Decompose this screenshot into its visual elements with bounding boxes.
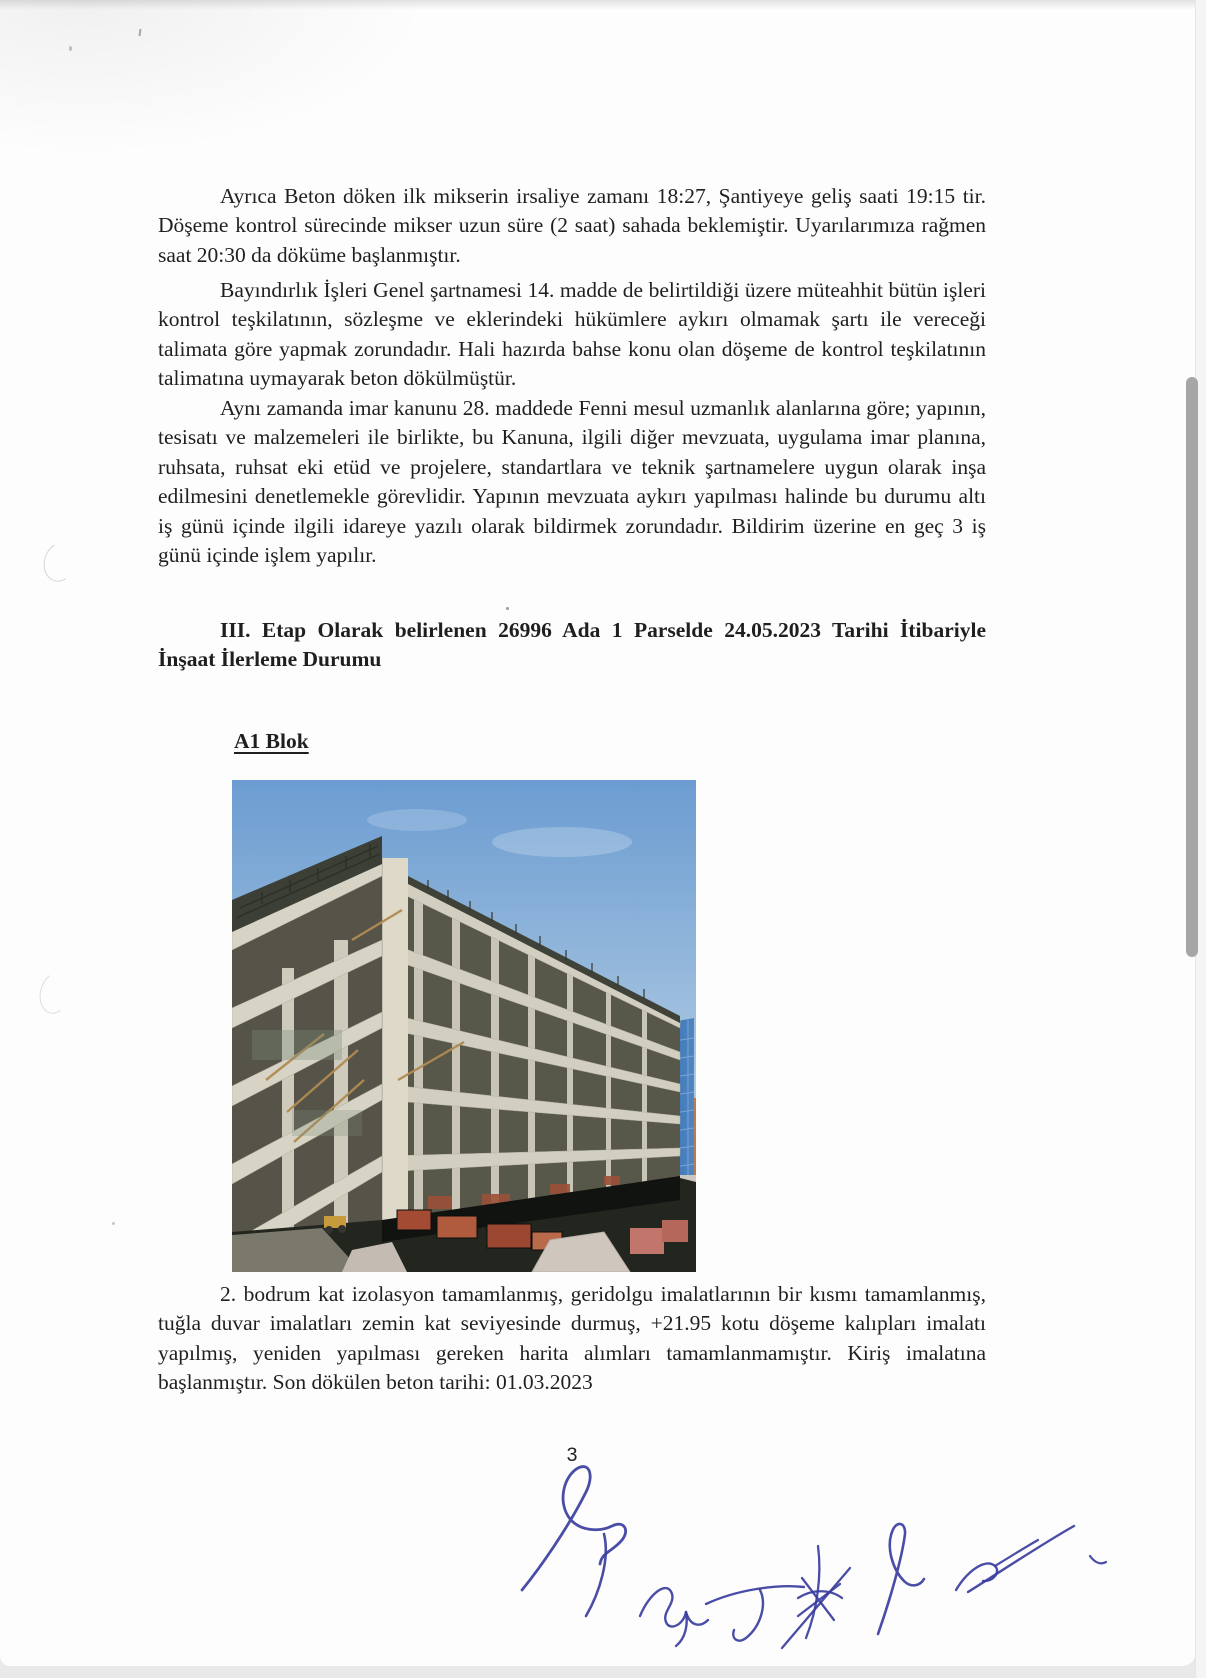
paragraph-bayindirlik: Bayındırlık İşleri Genel şartnamesi 14. madde de belirtildiği üzere müteahhit bütün işleri kontrol teşkilatının, sözleşme ve eklerindeki hükümlere aykırı olmamak şartı ile vereceği talimata göre yapmak zorundadır. Hali hazırda bahse konu olan döşeme de kontrol teşkilatının talimatına uymayarak beton dökülmüştür. [158, 278, 986, 391]
scan-speck [112, 1222, 115, 1225]
scan-speck [139, 29, 142, 36]
scrollbar-thumb[interactable] [1186, 377, 1198, 957]
construction-photo [232, 780, 696, 1272]
paragraph-mixer-delay: Ayrıca Beton döken ilk mikserin irsaliye zamanı 18:27, Şantiyeye geliş saati 19:15 tir. Döşeme kontrol sürecinde mikser uzun süre (2 saat) sahada beklemiştir. Uyarılarımıza rağmen saat 20:30 da döküme başlanmıştır. [158, 184, 986, 267]
handwritten-signatures [522, 1467, 1106, 1648]
page-number: 3 [566, 1444, 578, 1466]
signature-ink [500, 1440, 1120, 1670]
paragraph-progress-status: 2. bodrum kat izolasyon tamamlanmış, geridolgu imalatlarının bir kısmı tamamlanmış, tuğla duvar imalatları zemin kat seviyesinde durmuş, +21.95 kotu döşeme kalıpları imalatı yapılmış, yeniden yapılması gereken harita alımları tamamlanmamıştır. Kiriş imalatına başlanmıştır. Son dökülen beton tarihi: 01.03.2023 [158, 1282, 986, 1395]
scan-artifact-arc [35, 969, 74, 1017]
scan-speck [69, 46, 72, 51]
scan-artifact-arc [39, 538, 82, 586]
scan-speck [506, 607, 509, 610]
paragraph-imar-kanunu: Aynı zamanda imar kanunu 28. maddede Fenni mesul uzmanlık alanlarına göre; yapının, tesisatı ve malzemeleri ile birlikte, bu Kanuna, ilgili diğer mevzuata, uygulama imar planına, ruhsata, ruhsat eki etüd ve projelere, standartlara ve teknik şartnamelere uygun olarak inşa edilmesini denetlemekle görevlidir. Yapının mevzuata aykırı yapılması halinde bu durumu altı iş günü içinde ilgili idareye yazılı olarak bildirmek zorundadır. Bildirim üzerine en geç 3 iş günü içinde işlem yapılır. [158, 396, 986, 568]
section-heading: III. Etap Olarak belirlenen 26996 Ada 1 Parselde 24.05.2023 Tarihi İtibariyle İnşaat İlerleme Durumu [158, 618, 986, 672]
block-heading-a1: A1 Blok [234, 729, 309, 753]
